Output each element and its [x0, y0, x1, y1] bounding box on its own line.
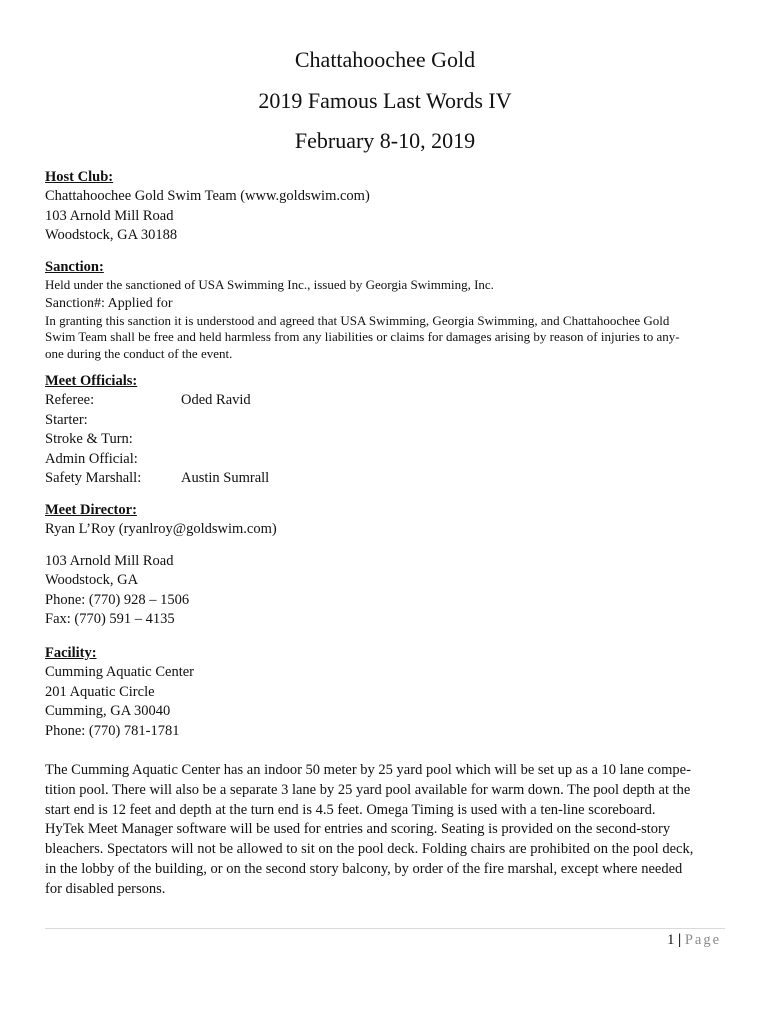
- meet-director-name: Ryan L’Roy (ryanlroy@goldswim.com): [45, 521, 277, 537]
- page-separator: |: [677, 932, 682, 948]
- official-name: Austin Sumrall: [181, 470, 270, 486]
- facility-line: Phone: (770) 781-1781: [45, 722, 180, 739]
- facility-section: [45, 644, 725, 741]
- page-label: Page: [684, 932, 721, 948]
- meet-director-section: [45, 501, 725, 630]
- facility-description: [45, 761, 725, 900]
- description-line: bleachers. Spectators will not be allowed to sit on the pool deck. Folding chairs are prohibited on the pool deck,: [45, 841, 694, 858]
- official-row: [45, 430, 725, 450]
- page-footer: [667, 932, 721, 949]
- sanction-section: [45, 258, 725, 362]
- meet-officials-heading: Meet Officials:: [45, 373, 138, 389]
- meet-name-title: 2019 Famous Last Words IV: [258, 87, 512, 113]
- meet-director-line: Phone: (770) 928 – 1506: [45, 591, 190, 608]
- description-line: for disabled persons.: [45, 880, 166, 897]
- host-club-line: Chattahoochee Gold Swim Team (www.goldswim.com): [45, 188, 370, 204]
- meet-organizer-title: Chattahoochee Gold: [294, 47, 476, 72]
- official-role: Safety Marshall:: [45, 470, 142, 486]
- host-club-section: [45, 168, 725, 246]
- sanction-waiver-line: Swim Team shall be free and held harmless from any liabilities or claims for damages arising by reason of injuries to any-: [45, 329, 680, 344]
- document-page: [45, 0, 725, 897]
- official-row: [45, 411, 725, 431]
- meet-director-line: Fax: (770) 591 – 4135: [45, 611, 175, 627]
- sanction-held-text: Held under the sanctioned of USA Swimming Inc., issued by Georgia Swimming, Inc.: [45, 277, 494, 292]
- description-line: in the lobby of the building, or on the second story balcony, by order of the fire marshal, except where needed: [45, 860, 683, 877]
- description-line: tition pool. There will also be a separate 3 lane by 25 yard pool available for warm down. The pool depth at the: [45, 781, 691, 798]
- page-number: 1: [667, 932, 675, 948]
- official-role: Stroke & Turn:: [45, 431, 133, 447]
- official-row: [45, 391, 725, 411]
- official-name: Oded Ravid: [181, 392, 251, 408]
- sanction-waiver-line: one during the conduct of the event.: [45, 345, 233, 361]
- sanction-heading: Sanction:: [45, 259, 104, 275]
- host-club-line: Woodstock, GA 30188: [45, 227, 178, 243]
- title-block: [45, 0, 725, 162]
- description-line: The Cumming Aquatic Center has an indoor 50 meter by 25 yard pool which will be set up as a 10 lane compe-: [45, 762, 691, 778]
- sanction-number: Sanction#: Applied for: [45, 295, 173, 311]
- facility-line: Cumming Aquatic Center: [45, 664, 195, 680]
- official-role: Admin Official:: [45, 450, 138, 467]
- meet-dates-title: February 8-10, 2019: [294, 128, 476, 153]
- footer-divider: [45, 928, 725, 929]
- meet-director-heading: Meet Director:: [45, 502, 137, 518]
- facility-line: 201 Aquatic Circle: [45, 683, 155, 700]
- official-row: [45, 469, 725, 489]
- host-club-heading: Host Club:: [45, 169, 114, 185]
- official-row: [45, 450, 725, 470]
- facility-heading: Facility:: [45, 645, 97, 661]
- facility-line: Cumming, GA 30040: [45, 703, 171, 719]
- meet-officials-section: [45, 372, 725, 489]
- description-line: HyTek Meet Manager software will be used for entries and scoring. Seating is provided on the second-story: [45, 821, 671, 838]
- meet-director-line: Woodstock, GA: [45, 572, 139, 588]
- meet-director-line: 103 Arnold Mill Road: [45, 552, 174, 569]
- official-role: Starter:: [45, 411, 88, 428]
- description-line: start end is 12 feet and depth at the turn end is 4.5 feet. Omega Timing is used with a ten-line scoreboard.: [45, 801, 656, 818]
- sanction-waiver-line: In granting this sanction it is understood and agreed that USA Swimming, Georgia Swimming, and Chattahoochee Gold: [45, 312, 670, 328]
- official-role: Referee:: [45, 392, 95, 408]
- host-club-line: 103 Arnold Mill Road: [45, 207, 174, 224]
